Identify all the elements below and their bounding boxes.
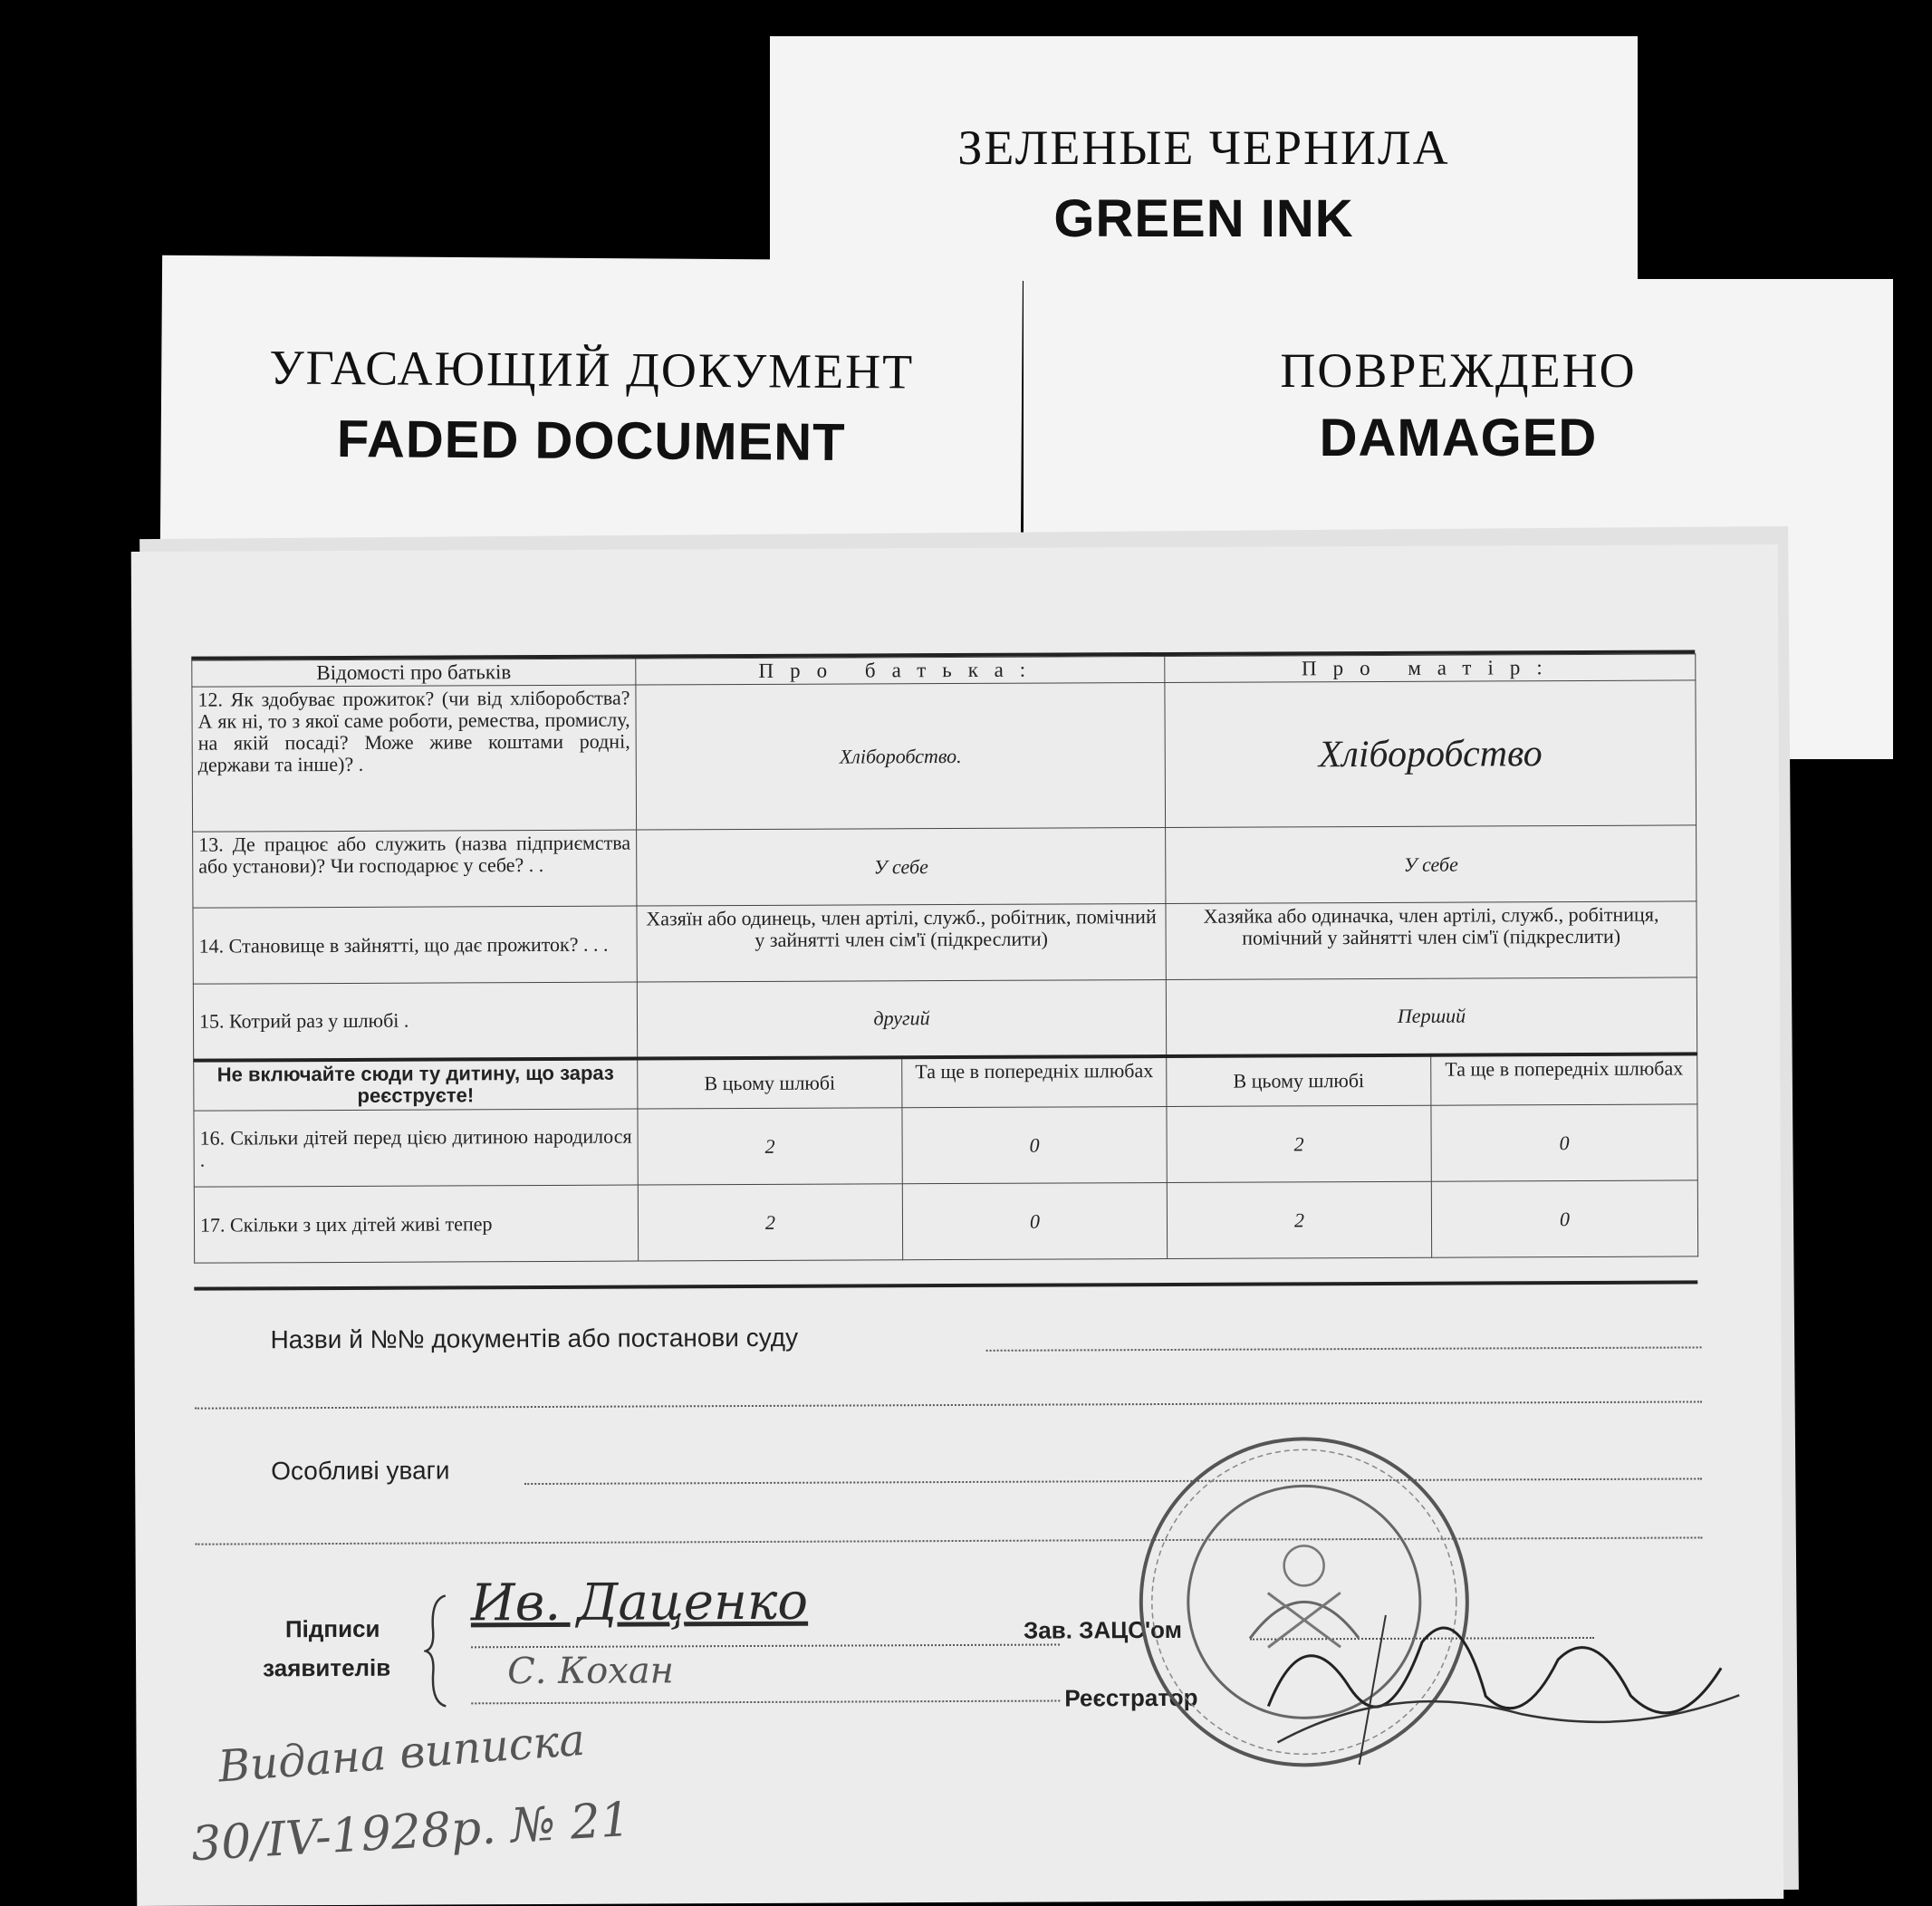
issued-extract-note: Видана виписка [216, 1714, 587, 1793]
table-row-q16 [194, 1104, 1697, 1187]
q16-father-prev: 0 [902, 1106, 1167, 1183]
table-row-q12 [192, 680, 1697, 832]
header-parents-info: Відомості про батьків [192, 659, 636, 687]
faded-ru: УГАСАЮЩИЙ ДОКУМЕНТ [269, 340, 915, 399]
faded-document-label-card [160, 255, 1023, 552]
header-father: Про батька: [636, 656, 1165, 685]
zags-head-label: Зав. ЗАЦС'ом [1023, 1615, 1182, 1644]
signature-line-2 [471, 1700, 1060, 1705]
table-row-q15 [193, 977, 1697, 1060]
answer-13-mother: У себе [1166, 825, 1697, 904]
form-bottom-rule [194, 1280, 1697, 1290]
table-row-q17 [194, 1180, 1697, 1263]
question-15: 15. Котрий раз у шлюбі . [193, 982, 637, 1060]
q16-mother-prev: 0 [1431, 1104, 1697, 1181]
signatures-label-1: Підписи [284, 1614, 380, 1643]
mother-prev-marriages-header: Та ще в попередніх шлюбах [1431, 1054, 1697, 1105]
answer-15-father: другий [637, 979, 1166, 1058]
answer-13-father: У себе [637, 827, 1166, 906]
remarks-line-2 [196, 1536, 1703, 1545]
green-ink-en: GREEN INK [1053, 189, 1354, 248]
remarks-line [524, 1478, 1702, 1485]
signature-line-1 [471, 1644, 1060, 1649]
question-13: 13. Де працює або служить (назва підприємства або установи)? Чи господарює у себе? . . [193, 830, 637, 908]
q17-father-this: 2 [638, 1184, 902, 1261]
registrar-label: Реєстратор [1064, 1683, 1198, 1712]
answer-14-father: Хазяїн або одинець, член артілі, служб., робітник, помічний у зайнятті член сім'ї (підкреслити) [637, 903, 1166, 982]
issue-date-number: 30/IV-1928р. № 21 [189, 1792, 632, 1872]
answer-14-mother: Хазяйка або одиначка, член артілі, служб., робітниця, помічний у зайнятті член сім'ї (підкреслити) [1166, 901, 1697, 980]
green-ink-label-card [770, 36, 1638, 281]
exclude-child-note: Не включайте сюди ту дитину, що зараз реєструєте! [194, 1058, 638, 1111]
remarks-label: Особливі уваги [271, 1456, 450, 1486]
q16-father-this: 2 [638, 1108, 902, 1185]
answer-15-mother: Перший [1166, 977, 1697, 1056]
table-subheader-row [194, 1054, 1697, 1111]
father-prev-marriages-header: Та ще в попередніх шлюбах [902, 1055, 1167, 1107]
applicant-signature-2: С. Кохан [507, 1650, 675, 1693]
question-14: 14. Становище в зайнятті, що дає прожиток? . . . [193, 906, 637, 984]
signatures-label-2: заявителів [263, 1653, 391, 1682]
father-this-marriage-header: В цьому шлюбі [638, 1057, 902, 1109]
q16-mother-this: 2 [1167, 1105, 1431, 1182]
answer-12-mother: Хліборобство [1165, 680, 1697, 828]
question-17: 17. Скільки з цих дітей живі тепер [194, 1185, 638, 1263]
faded-en: FADED DOCUMENT [336, 409, 846, 472]
applicant-signature-1: Ив. Даценко [470, 1572, 809, 1633]
parents-info-table [191, 653, 1698, 1263]
answer-12-father: Хліборобство. [636, 682, 1166, 830]
registrar-signature [1250, 1559, 1758, 1769]
damaged-ru: ПОВРЕЖДЕНО [1280, 343, 1637, 398]
question-12: 12. Як здобуває прожиток? (чи від хліборобства? А як ні, то з якої саме роботи, ремества, промислу, на якій посаді? Може живе коштами родні, держави та інше)? . [192, 685, 637, 832]
header-mother: Про матір: [1165, 654, 1696, 683]
damaged-en: DAMAGED [1319, 409, 1598, 467]
green-ink-ru: ЗЕЛЕНЫЕ ЧЕРНИЛА [957, 120, 1450, 175]
table-row-q13 [193, 825, 1697, 908]
signature-brace [424, 1592, 452, 1709]
q17-father-prev: 0 [902, 1182, 1167, 1259]
documents-line [986, 1346, 1702, 1351]
documents-label: Назви й №№ документів або постанови суду [270, 1323, 799, 1354]
mother-this-marriage-header: В цьому шлюбі [1167, 1054, 1431, 1106]
table-row-q14 [193, 901, 1697, 984]
q17-mother-prev: 0 [1431, 1180, 1697, 1257]
birth-record-form [131, 544, 1784, 1906]
q17-mother-this: 2 [1167, 1181, 1431, 1258]
documents-line-2 [195, 1401, 1702, 1409]
question-16: 16. Скільки дітей перед цією дитиною народилося . [194, 1109, 638, 1187]
